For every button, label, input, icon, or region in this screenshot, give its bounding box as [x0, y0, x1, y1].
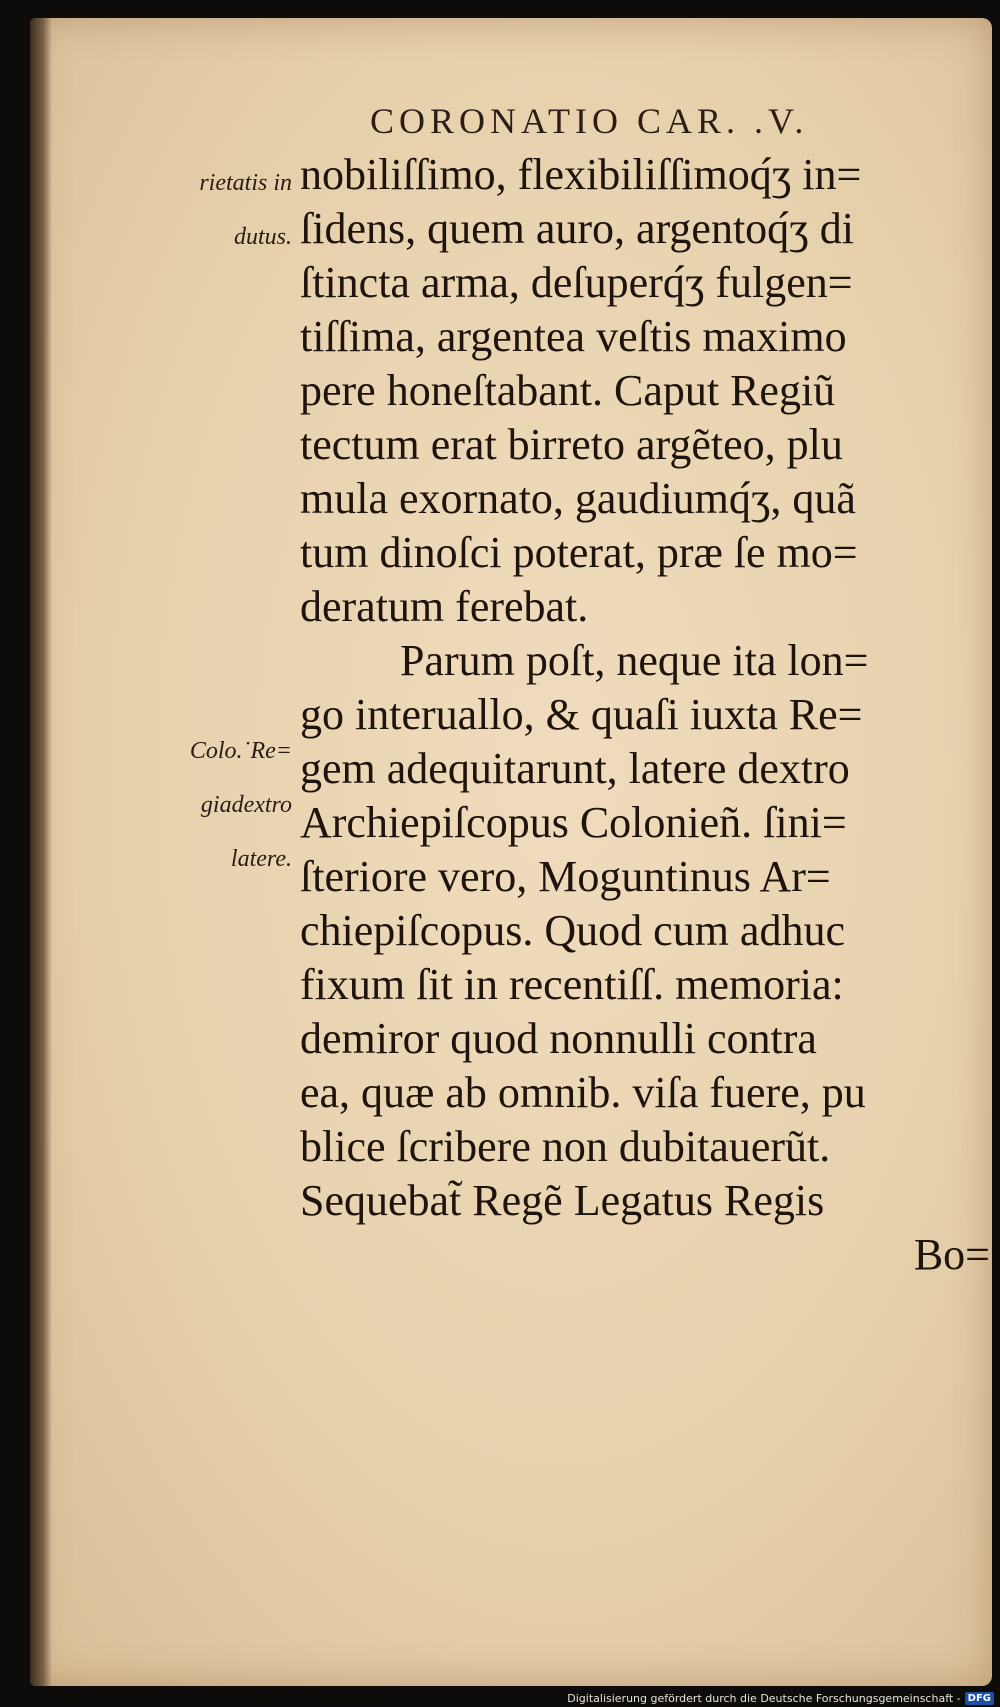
- margin-note-line: rietatis in: [199, 170, 292, 196]
- text-line: Parum poſt, neque ita lon=: [400, 636, 869, 685]
- margin-note-line: dutus.: [233, 224, 292, 250]
- text-line: blice ſcribere non dubitauerũt.: [300, 1122, 831, 1171]
- margin-note-line: Colo.˙Re=: [189, 738, 292, 764]
- margin-note-1: [142, 156, 292, 264]
- text-line: Sequebat̃ Regẽ Legatus Regis: [300, 1176, 825, 1225]
- text-line: gem adequitarunt, latere dextro: [300, 744, 850, 793]
- text-line: nobiliſſimo, flexibiliſſimoq́ʒ in=: [300, 150, 862, 199]
- text-line: ſteriore vero, Moguntinus Ar=: [300, 852, 831, 901]
- page-gutter-shadow: [30, 18, 52, 1686]
- text-line: tiſſima, argentea veſtis maximo: [300, 312, 847, 361]
- book-page: [30, 18, 992, 1686]
- text-line: chiepiſcopus. Quod cum adhuc: [300, 906, 845, 955]
- text-line: tum dinoſci poterat, præ ſe mo=: [300, 528, 858, 577]
- text-line: demiror quod nonnulli contra: [300, 1014, 817, 1063]
- text-line: Archiepiſcopus Colonieñ. ſini=: [300, 798, 847, 847]
- credit-text: Digitalisierung gefördert durch die Deutsche Forschungsgemeinschaft -: [567, 1692, 961, 1705]
- margin-note-line: giadextro: [200, 792, 292, 818]
- text-line: ea, quæ ab omnib. viſa fuere, pu: [300, 1068, 866, 1117]
- margin-note-2: [142, 724, 292, 886]
- text-line: fixum ſit in recentiſſ. memoria:: [300, 960, 844, 1009]
- catchword: Bo=: [913, 1230, 990, 1279]
- text-line: ſtincta arma, deſuperq́ʒ fulgen=: [300, 258, 853, 307]
- text-line: ſidens, quem auro, argentoq́ʒ di: [300, 204, 854, 253]
- text-line: mula exornato, gaudiumq́ʒ, quã: [300, 474, 856, 523]
- text-line: deratum ferebat.: [300, 582, 589, 631]
- text-line: pere honeſtabant. Caput Regiũ: [300, 366, 836, 415]
- text-line: tectum erat birreto argẽteo, plu: [300, 420, 843, 469]
- main-text-block: [300, 148, 990, 1282]
- digitization-credit: [567, 1692, 994, 1705]
- text-line: go interuallo, & quaſi iuxta Re=: [300, 690, 863, 739]
- dfg-logo-icon: DFG: [965, 1692, 994, 1705]
- margin-note-line: latere.: [230, 846, 292, 872]
- running-head: CORONATIO CAR. .V.: [370, 101, 809, 141]
